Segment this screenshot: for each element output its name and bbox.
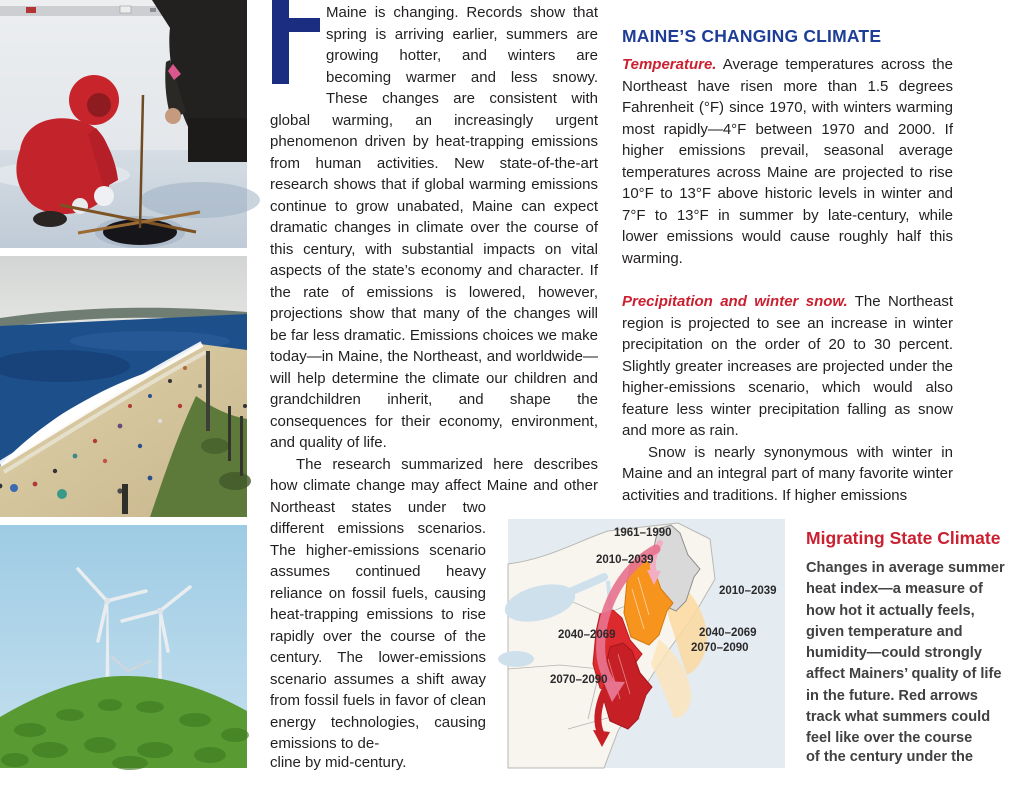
wind-turbines-image [0, 525, 247, 768]
research-text-narrow: other Northeast states under two different emissions scenarios. The higher-emissions scenario assumes continued heavy reliance on fossil fuels, causing heat-trapping emissions to rise rapidly over the course of the century. The lower-emissions scenario assumes a shift away from fossil fuels in favor of clean energy technologies, causing emissions to de- [270, 477, 598, 752]
map-label-2010-2039-right: 2010–2039 [719, 585, 777, 597]
photo-ice-fishing [0, 0, 247, 248]
sidebar-clipped-line: of the century under the [806, 748, 974, 765]
sidebar-title: Migrating State Climate [806, 528, 1001, 548]
snow-paragraph: Snow is nearly synonymous with winter in Maine and an integral part of many favorite winter activities and traditions. If higher emissions [622, 443, 953, 504]
temperature-body: Average temperatures across the Northeast have risen more than 1.5 degrees Fahrenheit (°F) since 1970, with winters warming most rapidly—4°F between 1970 and 2000. If higher emissions prevail, seasonal average temperatures across Maine are projected to rise 10°F to 13°F above historic levels in winter and 7°F to 13°F in summer by late-century, while lower emissions would cause roughly half this warming. [622, 56, 953, 267]
precipitation-body: The Northeast region is projected to see an increase in winter precipitation on the order of 20 to 30 percent. Slightly greater increases are projected under the higher-emissions scenario, which would also feature less winter precipitation falling as snow and more as rain. [622, 293, 953, 439]
precipitation-paragraph [622, 291, 953, 442]
photo-beach [0, 256, 247, 517]
section-heading: MAINE’S CHANGING CLIMATE [622, 26, 882, 46]
climate-migration-map [508, 519, 785, 768]
map-label-2010-2039-left: 2010–2039 [596, 554, 654, 566]
migrating-climate-sidebar [806, 528, 1012, 765]
ice-fishing-image [0, 0, 247, 248]
map-label-2040-2069-right: 2040–2069 [699, 627, 757, 639]
research-text-wide: The research summarized here describes how climate change may affect Maine and [270, 455, 598, 494]
beach-image [0, 256, 247, 517]
sidebar-body: Changes in average summer heat index—a measure of how hot it actually feels, given temperature and humidity—could strongly affect Mainers’ quality of life in the future. Red arrows track what summers could feel like over the course [806, 560, 1005, 747]
intro-paragraph [270, 2, 598, 454]
photo-wind-turbines [0, 525, 247, 768]
intro-text: Maine is changing. Records show that spring is arriving earlier, summers are growing hotter, and winters are becoming warmer and less snowy. These changes are consistent with global warming, an increasingly urgent phenomenon driven by heat-trapping emissions from human activities. New state-of-the-art research shows that if global warming emissions continue to grow unabated, Maine can expect dramatic changes in climate over the course of this century, with substantial impacts on vital aspects of the state’s economy and character. If the rate of emissions is lowered, however, projections show that many of the changes will be far less dramatic. Emissions choices we make today—in Maine, the Northeast, and worldwide—will help determine the climate our children and grandchildren inherit, and shape the consequences for their economy, environment, and quality of life. [270, 4, 598, 451]
clipped-last-line: cline by mid-century. [270, 753, 407, 771]
map-label-1961-1990: 1961–1990 [614, 527, 672, 539]
dropcap-letter [270, 2, 326, 90]
precipitation-lead: Precipitation and winter snow. [622, 293, 848, 310]
climate-section [622, 26, 953, 506]
map-label-2040-2069-left: 2040–2069 [558, 629, 616, 641]
temperature-paragraph [622, 54, 953, 269]
map-label-2070-2090-left: 2070–2090 [550, 674, 608, 686]
map-label-2070-2090-right: 2070–2090 [691, 642, 749, 654]
temperature-lead: Temperature. [622, 56, 717, 73]
